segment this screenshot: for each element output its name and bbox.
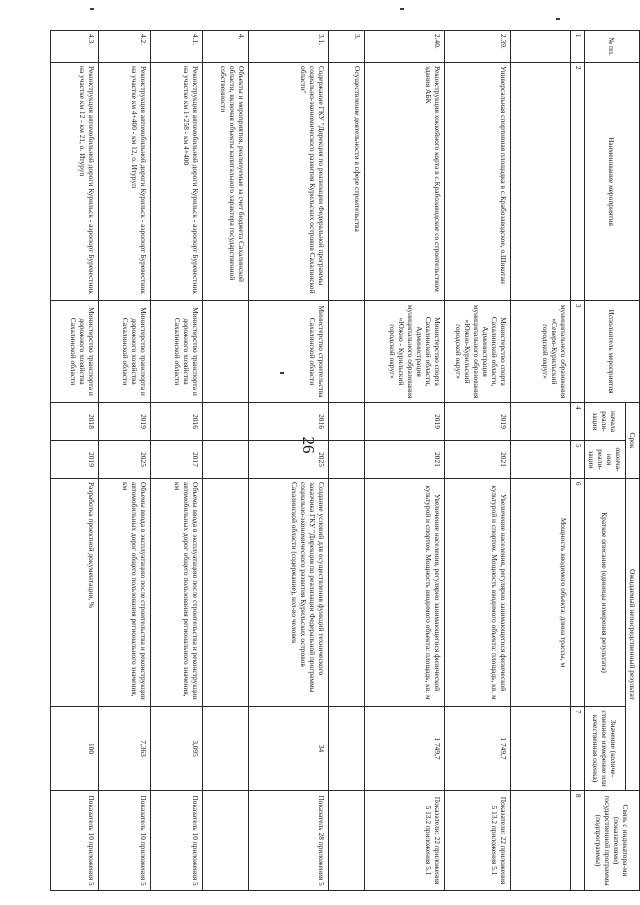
scan-mark [280, 372, 284, 374]
scan-mark [400, 8, 404, 10]
row-start: 2019 [445, 403, 511, 441]
row-start: 2019 [99, 403, 151, 441]
row-end: 2017 [151, 441, 203, 479]
row-start: 2018 [51, 403, 99, 441]
rotated-table-container [69, 30, 640, 890]
column-number: 1 [571, 31, 585, 63]
row-link: Показатель 10 приложения 5 [151, 791, 203, 891]
row-no [511, 31, 571, 63]
row-link: Показатель 10 приложения 5 [99, 791, 151, 891]
row-value: 34 [249, 707, 329, 791]
column-number: 3 [571, 301, 585, 403]
row-end: 2021 [445, 441, 511, 479]
header-term: Срок [625, 403, 639, 479]
scan-mark [556, 18, 560, 20]
scan-mark [90, 8, 94, 10]
row-no: 2.40. [365, 31, 445, 63]
row-no: 3.1. [249, 31, 329, 63]
row-description: Увеличение населения, регулярно занимающегося физической культурой и спортом. Мощность вводимого объекта: площадь, кв. м [445, 479, 511, 707]
row-description: Увеличение населения, регулярно занимающегося физической культурой и спортом. Мощность вводимого объекта: площадь, кв. м [365, 479, 445, 707]
row-no: 4. [203, 31, 249, 63]
column-number: 5 [571, 441, 585, 479]
row-value: 3,095 [151, 707, 203, 791]
header-row-1 [625, 31, 639, 891]
header-expected-result: Ожидаемый непосредственный результат [625, 479, 639, 791]
row-link: Показатели: 22 приложения 5 13.2 приложения 5.1 [445, 791, 511, 891]
header-start: начала реали-зации [584, 403, 625, 441]
table-row [51, 31, 99, 891]
row-name: Содержание ГКУ "Дирекция по реализации Федеральной программы социально-экономического развития Курильских островов Сахалинской области" [249, 63, 329, 301]
row-value: 1 749,7 [445, 707, 511, 791]
row-value [511, 707, 571, 791]
row-executor: Министерство спорта Сахалинской области, Администрация муниципального образования «Южно-Курильский городской округ» [445, 301, 511, 403]
column-number: 6 [571, 479, 585, 707]
row-executor: Министерство транспорта и дорожного хозяйства Сахалинской области [51, 301, 99, 403]
activities-table [50, 30, 640, 891]
row-start [511, 403, 571, 441]
row-description: Разработка проектной документации, % [51, 479, 99, 707]
row-no: 2.39. [445, 31, 511, 63]
row-value: 100 [51, 707, 99, 791]
row-no: 4.1. [151, 31, 203, 63]
table-row [365, 31, 445, 891]
row-executor: муниципального образования «Северо-Курильский городской округ» [511, 301, 571, 403]
row-executor: Министерство транспорта и дорожного хозяйства Сахалинской области [151, 301, 203, 403]
row-executor: Министерство спорта Сахалинской области, Администрация муниципального образования «Южно - Курильский городской округ» [365, 301, 445, 403]
row-name: Реконструкция хоккейного корта в с.Крабозаводское со строительством здания АБК [365, 63, 445, 301]
row-end: 2025 [249, 441, 329, 479]
row-description: Создание условий для осуществления функций технического заказчика ГКУ "Дирекция по реализации Федеральной программы социально-экономического развития Курильских островов Сахалинской области (содержание), кол-во человек [249, 479, 329, 707]
page-number: 26 [299, 436, 318, 454]
column-number: 2 [571, 63, 585, 301]
row-end: 2025 [99, 441, 151, 479]
row-value: 7,363 [99, 707, 151, 791]
header-name: Наименование мероприятия [584, 63, 639, 301]
row-no: 4.2. [99, 31, 151, 63]
row-end: 2019 [51, 441, 99, 479]
column-number: 7 [571, 707, 585, 791]
section-title: Объекты и мероприятия, реализуемые за счет бюджета Сахалинской области, включая объекты капитального характера государственной собственности [203, 63, 249, 301]
section-title: Осуществление деятельности в сфере строительства [329, 63, 365, 301]
row-description: Объемы ввода в эксплуатацию после строительства и реконструкции автомобильных дорог общего пользования регионального значения, км [151, 479, 203, 707]
table-row [99, 31, 151, 891]
row-link: Показатель 10 приложения 5 [51, 791, 99, 891]
header-description: Краткое описание (единицы измерения результата) [584, 479, 625, 707]
row-start: 2019 [365, 403, 445, 441]
column-numbers-row [571, 31, 585, 891]
row-no: 4.3. [51, 31, 99, 63]
row-name: Реконструкция автомобильной дороги Курильск - аэропорт Буревестник на участке км 4+400 - км 12, о. Итуруп [99, 63, 151, 301]
section-row [329, 31, 365, 891]
row-link [511, 791, 571, 891]
header-no: № пп. [584, 31, 639, 63]
row-name [511, 63, 571, 301]
row-link: Показатель 28 приложения 5 [249, 791, 329, 891]
header-executor: Исполнитель мероприятия [584, 301, 639, 403]
header-link: Связь с индикатора-ми (показателями) государственной программы (подпрограммы) [584, 791, 639, 891]
row-value: 1 749,7 [365, 707, 445, 791]
row-link: Показатели: 22 приложения 5 13.2 приложения 5.1 [365, 791, 445, 891]
row-name: Реконструкция автомобильной дороги Курильск - аэропорт Буревестник на участке км 12 - км 21, о. Итуруп [51, 63, 99, 301]
table-row [151, 31, 203, 891]
header-value: Значение (количе-ственное измерение или качественная оценка) [584, 707, 625, 791]
row-executor: Министерство транспорта и дорожного хозяйства Сахалинской области [99, 301, 151, 403]
row-end: 2021 [365, 441, 445, 479]
row-description: Мощность вводимого объекта: длина трассы, м [511, 479, 571, 707]
table-row [511, 31, 571, 891]
table-row [249, 31, 329, 891]
header-end: оконча-ния реали-зации [584, 441, 625, 479]
row-start: 2016 [151, 403, 203, 441]
column-number: 4 [571, 403, 585, 441]
column-number: 8 [571, 791, 585, 891]
row-name: Универсальная спортивная площадка в с.Крабозаводское, о.Шикотан [445, 63, 511, 301]
row-start: 2016 [249, 403, 329, 441]
row-name: Реконструкция автомобильной дороги Курильск - аэропорт Буревестник на участке км 1+258 - км 4+400 [151, 63, 203, 301]
row-end [511, 441, 571, 479]
row-no: 3. [329, 31, 365, 63]
row-description: Объемы ввода в эксплуатацию после строительства и реконструкции автомобильных дорог общего пользования регионального значения, км [99, 479, 151, 707]
section-row [203, 31, 249, 891]
row-executor: Министерство строительства Сахалинской области [249, 301, 329, 403]
table-row [445, 31, 511, 891]
